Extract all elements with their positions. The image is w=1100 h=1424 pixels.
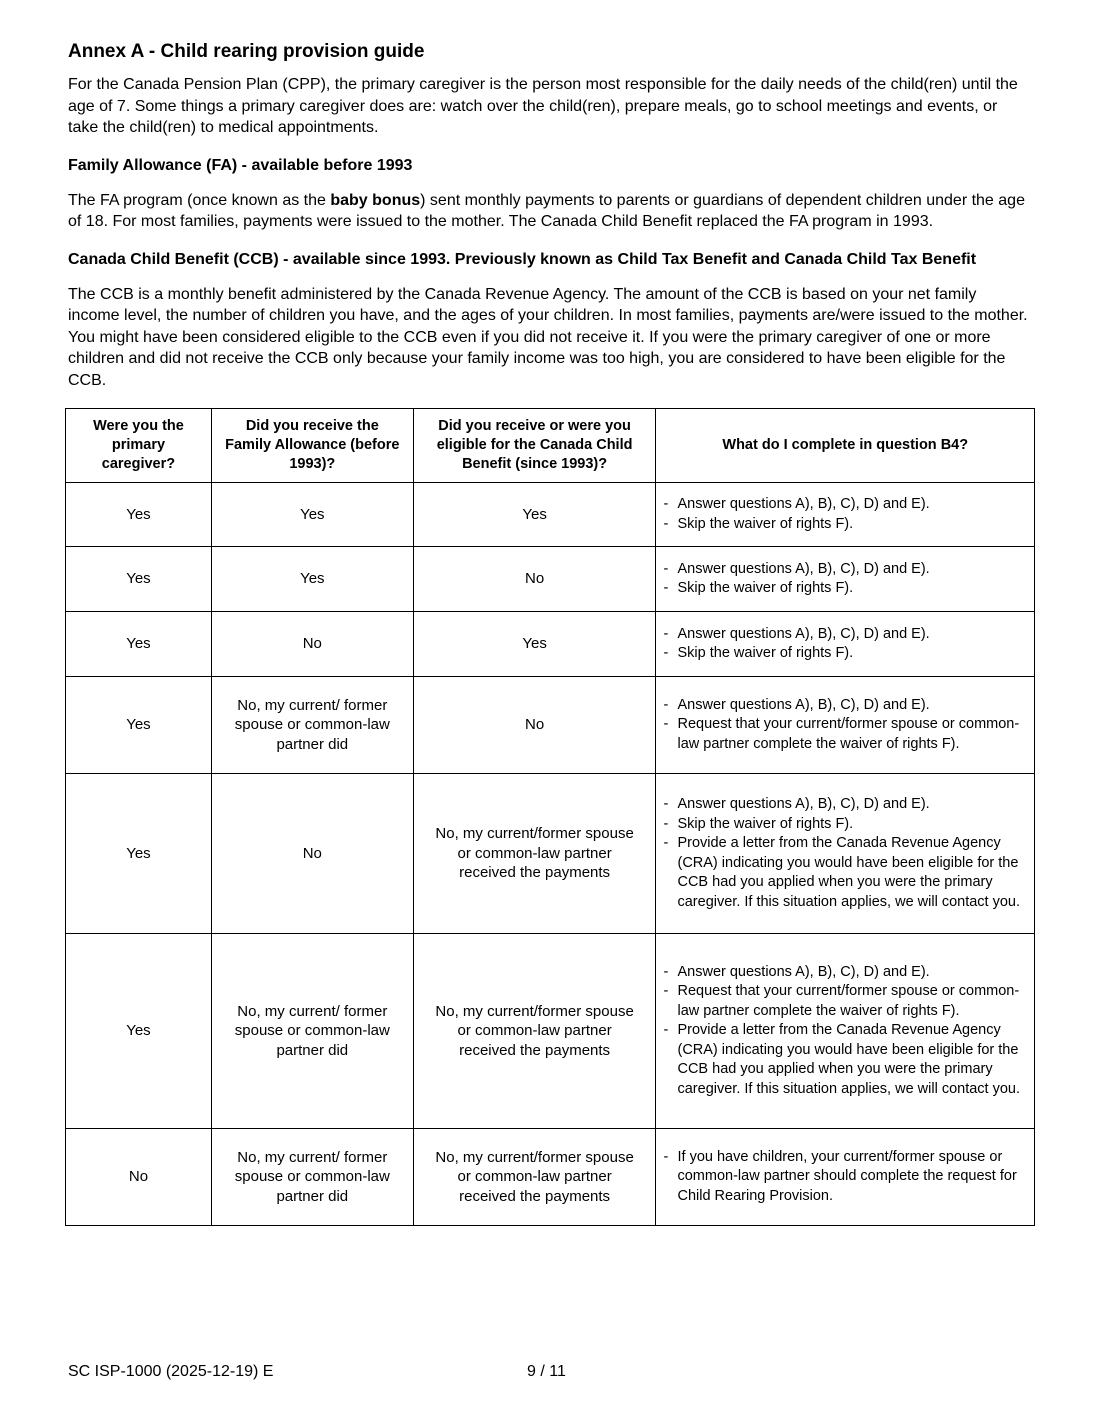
table-row bbox=[66, 934, 1035, 1129]
cell-caregiver: Yes bbox=[66, 774, 212, 934]
instruction-item: - Skip the waiver of rights F). bbox=[663, 579, 1026, 599]
instruction-item: - Skip the waiver of rights F). bbox=[663, 815, 1026, 835]
cell-family-allowance: No bbox=[211, 774, 413, 934]
table-row bbox=[66, 612, 1035, 677]
page-number: 9 / 11 bbox=[527, 1363, 566, 1380]
fa-paragraph bbox=[68, 190, 1036, 233]
cell-ccb: Yes bbox=[413, 483, 656, 547]
cell-instructions bbox=[656, 612, 1035, 677]
ccb-heading: Canada Child Benefit (CCB) - available since 1993. Previously known as Child Tax Benefit and Canada Child Tax Benefit bbox=[68, 250, 977, 268]
cell-instructions bbox=[656, 677, 1035, 774]
header-ccb: Did you receive or were you eligible for the Canada Child Benefit (since 1993)? bbox=[413, 409, 656, 483]
instruction-list bbox=[663, 963, 1026, 1100]
page-title: Annex A - Child rearing provision guide bbox=[68, 41, 425, 62]
intro-paragraph: For the Canada Pension Plan (CPP), the primary caregiver is the person most responsible for the daily needs of the child(ren) until the age of 7. Some things a primary caregiver does are: watch over the child(ren), prepare meals, go to school meetings and events, or take the child(ren) to medical appointments. bbox=[68, 76, 1018, 136]
cell-instructions bbox=[656, 934, 1035, 1129]
instruction-list bbox=[663, 795, 1026, 912]
cell-caregiver: Yes bbox=[66, 483, 212, 547]
cell-caregiver: Yes bbox=[66, 547, 212, 612]
table-row bbox=[66, 1129, 1035, 1226]
document-page bbox=[68, 40, 1036, 1226]
instruction-item: - Answer questions A), B), C), D) and E). bbox=[663, 625, 1026, 645]
table-row bbox=[66, 483, 1035, 547]
instruction-item: - Request that your current/former spouse or common-law partner complete the waiver of rights F). bbox=[663, 715, 1026, 754]
header-family-allowance: Did you receive the Family Allowance (before 1993)? bbox=[211, 409, 413, 483]
instruction-list bbox=[663, 495, 1026, 534]
cell-instructions bbox=[656, 1129, 1035, 1226]
cell-family-allowance: No, my current/ former spouse or common-law partner did bbox=[211, 677, 413, 774]
table-body bbox=[66, 483, 1035, 1226]
cell-caregiver: Yes bbox=[66, 934, 212, 1129]
cell-caregiver: No bbox=[66, 1129, 212, 1226]
instruction-item: - If you have children, your current/former spouse or common-law partner should complete the request for Child Rearing Provision. bbox=[663, 1148, 1026, 1207]
cell-instructions bbox=[656, 483, 1035, 547]
cell-ccb: No, my current/former spouse or common-law partner received the payments bbox=[413, 774, 656, 934]
table-row bbox=[66, 774, 1035, 934]
table-header-row bbox=[66, 409, 1035, 483]
cell-family-allowance: Yes bbox=[211, 547, 413, 612]
cell-instructions bbox=[656, 774, 1035, 934]
table-row bbox=[66, 547, 1035, 612]
instruction-item: - Skip the waiver of rights F). bbox=[663, 515, 1026, 535]
instruction-item: - Answer questions A), B), C), D) and E). bbox=[663, 963, 1026, 983]
cell-ccb: Yes bbox=[413, 612, 656, 677]
cell-family-allowance: No, my current/ former spouse or common-law partner did bbox=[211, 1129, 413, 1226]
instruction-item: - Provide a letter from the Canada Revenue Agency (CRA) indicating you would have been eligible for the CCB had you applied when you were the primary caregiver. If this situation applies, we will contact you. bbox=[663, 1021, 1026, 1099]
instruction-item: - Answer questions A), B), C), D) and E). bbox=[663, 795, 1026, 815]
provision-guide-table bbox=[65, 408, 1035, 1226]
fa-text-before: The FA program (once known as the bbox=[68, 191, 331, 209]
instruction-list bbox=[663, 1148, 1026, 1207]
cell-instructions bbox=[656, 547, 1035, 612]
cell-family-allowance: No, my current/ former spouse or common-law partner did bbox=[211, 934, 413, 1129]
instruction-item: - Skip the waiver of rights F). bbox=[663, 644, 1026, 664]
cell-ccb: No, my current/former spouse or common-law partner received the payments bbox=[413, 934, 656, 1129]
cell-ccb: No, my current/former spouse or common-law partner received the payments bbox=[413, 1129, 656, 1226]
header-question-b4: What do I complete in question B4? bbox=[656, 409, 1035, 483]
cell-caregiver: Yes bbox=[66, 612, 212, 677]
ccb-paragraph: The CCB is a monthly benefit administered by the Canada Revenue Agency. The amount of the CCB is based on your net family income level, the number of children you have, and the ages of your children. In most families, payments are/were issued to the mother. You might have been considered eligible to the CCB even if you did not receive it. If you were the primary caregiver of one or more children and did not receive the CCB only because your family income was too high, you are considered to have been eligible for the CCB. bbox=[68, 285, 1028, 389]
fa-text-after: ) sent monthly payments to parents or guardians of dependent children under the age of 18. For most families, payments were issued to the mother. The Canada Child Benefit replaced the FA program in 1993. bbox=[68, 191, 1025, 230]
instruction-item: - Answer questions A), B), C), D) and E). bbox=[663, 696, 1026, 716]
cell-ccb: No bbox=[413, 677, 656, 774]
table-row bbox=[66, 677, 1035, 774]
instruction-item: - Provide a letter from the Canada Revenue Agency (CRA) indicating you would have been eligible for the CCB had you applied when you were the primary caregiver. If this situation applies, we will contact you. bbox=[663, 834, 1026, 912]
instruction-list bbox=[663, 625, 1026, 664]
cell-ccb: No bbox=[413, 547, 656, 612]
fa-bold-term: baby bonus bbox=[330, 191, 421, 209]
form-identifier: SC ISP-1000 (2025-12-19) E bbox=[68, 1363, 274, 1380]
fa-heading: Family Allowance (FA) - available before 1993 bbox=[68, 156, 413, 174]
cell-caregiver: Yes bbox=[66, 677, 212, 774]
cell-family-allowance: Yes bbox=[211, 483, 413, 547]
instruction-item: - Request that your current/former spouse or common-law partner complete the waiver of rights F). bbox=[663, 982, 1026, 1021]
instruction-list bbox=[663, 560, 1026, 599]
header-caregiver: Were you the primary caregiver? bbox=[66, 409, 212, 483]
instruction-item: - Answer questions A), B), C), D) and E). bbox=[663, 495, 1026, 515]
instruction-item: - Answer questions A), B), C), D) and E). bbox=[663, 560, 1026, 580]
cell-family-allowance: No bbox=[211, 612, 413, 677]
instruction-list bbox=[663, 696, 1026, 755]
